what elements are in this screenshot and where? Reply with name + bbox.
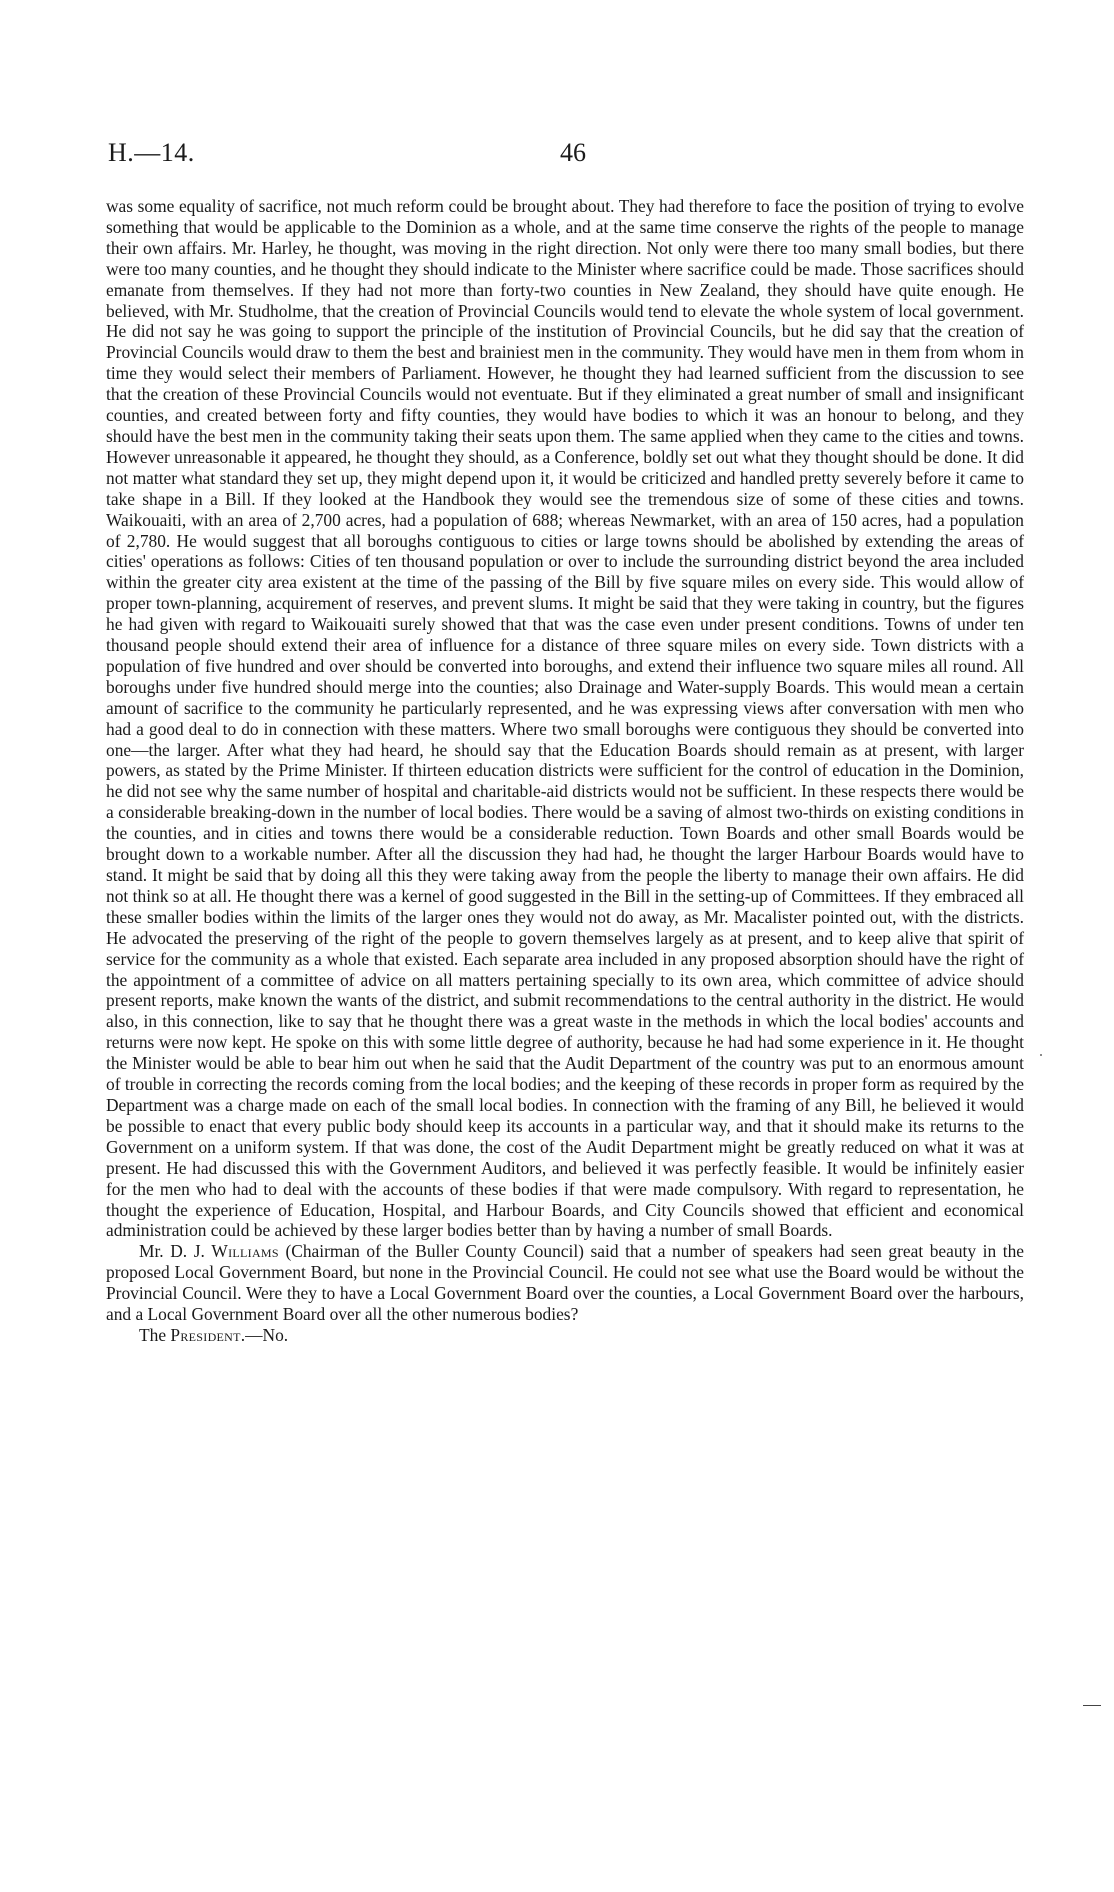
- paragraph-williams: [106, 1241, 1024, 1325]
- speaker-title: Mr. D. J.: [139, 1241, 212, 1262]
- paragraph-president: [106, 1325, 1024, 1346]
- page-number: 46: [560, 138, 586, 167]
- speaker-article: The: [139, 1324, 171, 1345]
- margin-mark: [1083, 1705, 1101, 1706]
- paragraph-harley-continuation: was some equality of sacrifice, not much reform could be brought about. They had therefore to face the position of trying to evolve something that would be applicable to the Dominion as a whole, and at the same time conserve the rights of the people to manage their own affairs. Mr. Harley, he thought, was moving in the right direction. Not only were there too many small bodies, but there were too many counties, and he thought they should indicate to the Minister where sacrifice could be made. Those sacrifices should emanate from themselves. If they had not more than forty-two counties in New Zealand, they should have quite enough. He believed, with Mr. Studholme, that the creation of Provincial Councils would tend to elevate the whole system of local government. He did not say he was going to support the principle of the institution of Provincial Councils, but he did say that the creation of Provincial Councils would draw to them the best and brainiest men in the community. They would have men in them from whom in time they would select their members of Parliament. However, he thought they had learned sufficient from the discussion to see that the creation of these Provincial Councils would not eventuate. But if they eliminated a great number of small and insignificant counties, and created between forty and fifty counties, they would have bodies to which it was an honour to belong, and they should have the best men in the community taking their seats upon them. The same applied when they came to the cities and towns. However unreasonable it appeared, he thought they should, as a Conference, boldly set out what they thought should be done. It did not matter what standard they set up, they might depend upon it, it would be criticized and handled pretty severely before it came to take shape in a Bill. If they looked at the Handbook they would see the tremendous size of some of these cities and towns. Waikouaiti, with an area of 2,700 acres, had a population of 688; whereas Newmarket, with an area of 150 acres, had a population of 2,780. He would suggest that all boroughs contiguous to cities or large towns should be abolished by extending the areas of cities' operations as follows: Cities of ten thousand population or over to include the surrounding district beyond the area included within the greater city area existent at the time of the passing of the Bill by five square miles on every side. This would allow of proper town-planning, acquirement of reserves, and prevent slums. It might be said that they were taking in country, but the figures he had given with regard to Waikouaiti surely showed that that was the case even under present conditions. Towns of under ten thousand people should extend their area of influence for a distance of three square miles on every side. Town districts with a population of five hundred and over should be converted into boroughs, and extend their influence two square miles all round. All boroughs under five hundred should merge into the counties; also Drainage and Water-supply Boards. This would mean a certain amount of sacrifice to the community he particularly represented, and he was expressing views after conversation with men who had a good deal to do in connection with these matters. Where two small boroughs were contiguous they should be converted into one—the larger. After what they had heard, he should say that the Education Boards should remain as at present, with larger powers, as stated by the Prime Minister. If thirteen education districts were sufficient for the control of education in the Dominion, he did not see why the same number of hospital and charitable-aid districts would not be sufficient. In these respects there would be a considerable breaking-down in the number of local bodies. There would be a saving of almost two-thirds on existing conditions in the counties, and in cities and towns there would be a considerable reduction. Town Boards and other small Boards would be brought down to a workable number. After all the discussion they had had, he thought the larger Harbour Boards would have to stand. It might be said that by doing all this they were taking away from the people the liberty to manage their own affairs. He did not think so at all. He thought there was a kernel of good suggested in the Bill in the setting-up of Committees. If they embraced all these smaller bodies within the limits of the larger ones they would not do away, as Mr. Macalister pointed out, with the districts. He advocated the preserving of the right of the people to govern themselves largely as at present, and to keep alive that spirit of service for the community as a whole that existed. Each separate area included in any proposed absorption should have the right of the appointment of a committee of advice on all matters pertaining specially to its own area, which committee of advice should present reports, make known the wants of the district, and submit recommendations to the central authority in the district. He would also, in this connection, like to say that he thought there was a great waste in the methods in which the local bodies' accounts and returns were now kept. He spoke on this with some little degree of authority, because he had had some experience in it. He thought the Minister would be able to bear him out when he said that the Audit Department of the country was put to an enormous amount of trouble in correcting the records coming from the local bodies; and the keeping of these records in proper form as required by the Department was a charge made on each of the small local bodies. In connection with the framing of any Bill, he believed it would be possible to enact that every public body should keep its accounts in a particular way, and that it should make its returns to the Government on a uniform system. If that was done, the cost of the Audit Department might be greatly reduced on what it was at present. He had discussed this with the Government Auditors, and believed it was perfectly feasible. It would be infinitely easier for the men who had to deal with the accounts of these bodies if that were made compulsory. With regard to representation, he thought the experience of Education, Hospital, and Harbour Boards, and City Councils showed that efficient and economical administration could be achieved by these larger bodies better than by having a number of small Boards.: [106, 196, 1025, 1241]
- speaker-name: President: [170, 1324, 241, 1345]
- speech-text: .—No.: [240, 1324, 289, 1345]
- margin-mark: [1040, 1054, 1042, 1056]
- speech-text: (Chairman of the Buller County Council) said that a number of speakers had seen great beauty in the proposed Local Government Board, but none in the Provincial Council. He could not see what use the Board would be without the Provincial Council. Were they to have a Local Government Board over the counties, a Local Government Board over the harbours, and a Local Government Board over all the other numerous bodies?: [106, 1241, 1024, 1325]
- body-text: [106, 196, 1024, 1346]
- document-code: H.—14.: [108, 138, 195, 167]
- speaker-name: Williams: [211, 1241, 279, 1262]
